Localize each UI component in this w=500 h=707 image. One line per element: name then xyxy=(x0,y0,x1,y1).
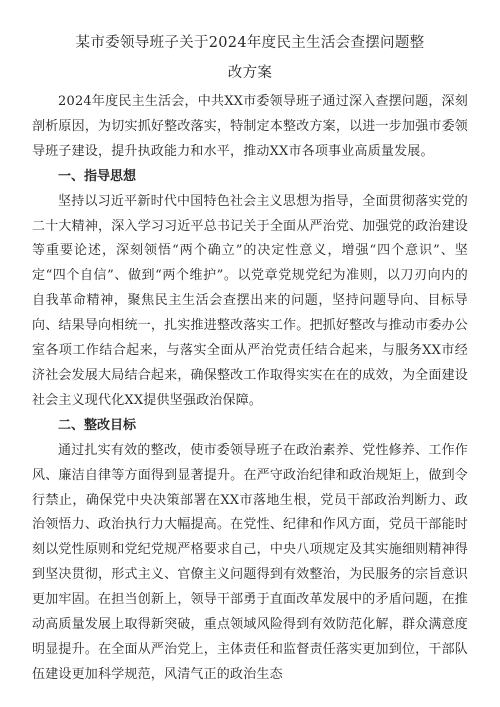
intro-paragraph: 2024年度民主生活会，中共XX市委领导班子通过深入查摆问题，深刻剖析原因，为切实抓好整改落实，特制定本整改方案，以进一步加强市委领导班子建设，提升执政能力和水平，推动XX市各项事业高质量发展。 xyxy=(32,94,468,159)
rectification-goals-paragraph: 通过扎实有效的整改，使市委领导班子在政治素养、党性修养、工作作风、廉洁自律等方面得到显著提升。在严守政治纪律和政治规矩上，做到令行禁止，确保党中央决策部署在XX市落地生根，党员干部政治判断力、政治领悟力、政治执行力大幅提高。在党性、纪律和作风方面，党员干部能时刻以党性原则和党纪党规严格要求自己，中央八项规定及其实施细则精神得到坚决贯彻，形式主义、官僚主义问题得到有效整治，为民服务的宗旨意识更加牢固。在担当创新上，领导干部勇于直面改革发展中的矛盾问题，在推动高质量发展上取得新突破，重点领域风险得到有效防范化解，群众满意度明显提升。在全面从严治党上，主体责任和监督责任落实更加到位，干部队伍建设更加科学规范，风清气正的政治生态 xyxy=(32,442,468,682)
section-heading-guiding-thought: 一、指导思想 xyxy=(58,168,137,184)
document-title-line-2: 改方案 xyxy=(227,65,273,81)
document-title-line-1: 某市委领导班子关于2024年度民主生活会查摆问题整 xyxy=(75,35,425,51)
section-heading-rectification-goals: 二、整改目标 xyxy=(58,417,137,433)
document-body xyxy=(32,90,468,688)
guiding-thought-paragraph: 坚持以习近平新时代中国特色社会主义思想为指导，全面贯彻落实党的二十大精神，深入学习习近平总书记关于全面从严治党、加强党的政治建设等重要论述，深刻领悟“两个确立”的决定性意义，增强“四个意识”、坚定“四个自信”、做到“两个维护”。以党章党规党纪为准则，以刀刃向内的自我革命精神，聚焦民主生活会查摆出来的问题，坚持问题导向、目标导向、结果导向相统一，扎实推进整改落实工作。把抓好整改与推动市委办公室各项工作结合起来，与落实全面从严治党责任结合起来，与服务XX市经济社会发展大局结合起来，确保整改工作取得实实在在的成效，为全面建设社会主义现代化XX提供坚强政治保障。 xyxy=(32,193,468,408)
